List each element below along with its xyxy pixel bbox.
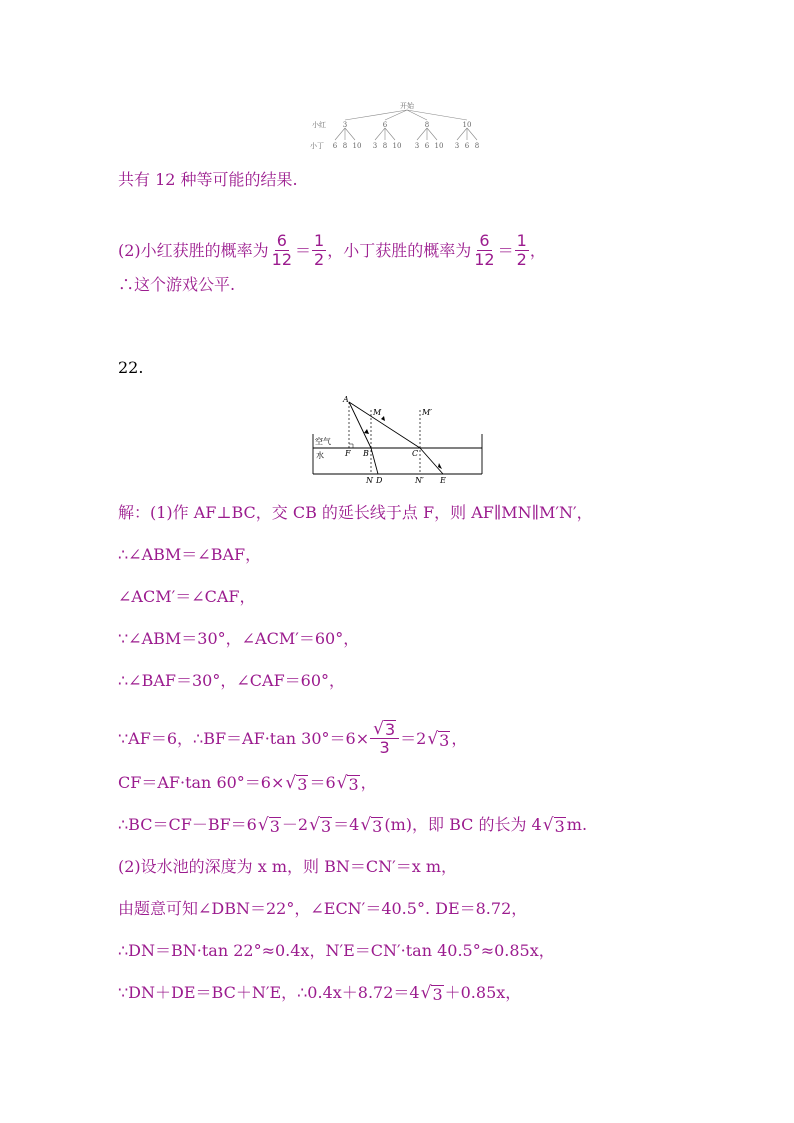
tree-root: 开始: [400, 102, 414, 110]
tree-leaf: 3: [454, 142, 460, 150]
radicand: 3: [432, 985, 443, 1004]
sqrt: [285, 773, 308, 793]
tree-row2-label: 小丁: [310, 142, 324, 150]
solution-step-12: [118, 983, 521, 1003]
sqrt: [373, 720, 396, 738]
text-segment: ＋0.85x，: [444, 983, 522, 1002]
tree-node: 3: [342, 121, 348, 129]
radicand: 3: [384, 720, 396, 739]
solution-step-11: ∴DN＝BN·tan 22°≈0.4x，N′E＝CN′·tan 40.5°≈0.85x，: [118, 941, 555, 960]
label-f: F: [345, 449, 351, 458]
sqrt: [543, 815, 566, 835]
question-number: 22.: [118, 358, 144, 377]
text-segment: －2: [281, 815, 309, 834]
text-segment: ＝: [497, 240, 514, 260]
label-b: B: [363, 449, 369, 458]
label-m: M: [373, 408, 382, 417]
radicand: 3: [554, 817, 565, 836]
text-segment: CF＝AF·tan 60°＝6×: [118, 773, 285, 792]
fraction: [370, 720, 399, 757]
conclusion-fair: ∴这个游戏公平.: [118, 275, 236, 294]
text-segment: ，小丁获胜的概率为: [327, 240, 472, 260]
denominator: 2: [516, 250, 527, 269]
solution-step-4: ∵∠ABM＝30°，∠ACM′＝60°，: [118, 629, 360, 648]
solution-step-6: [118, 720, 467, 757]
numerator: 6: [276, 231, 287, 250]
tree-leaf: 6: [332, 142, 338, 150]
text-segment: (2)小红获胜的概率为: [118, 240, 269, 260]
label-c: C: [412, 449, 419, 458]
text-segment: ，: [529, 240, 546, 260]
tree-leaf: 6: [464, 142, 470, 150]
text-segment: ∵AF＝6，∴BF＝AF·tan 30°＝6×: [118, 728, 370, 748]
radical-sign: √: [257, 815, 269, 835]
label-a: A: [343, 395, 349, 404]
radicand: 3: [320, 817, 332, 836]
fraction: [472, 232, 496, 269]
probability-line: [118, 232, 546, 269]
denominator: 2: [314, 250, 325, 269]
radical-sign: √: [373, 719, 384, 739]
radical-sign: √: [420, 983, 432, 1003]
tree-leaf: 8: [382, 142, 388, 150]
solution-step-10: 由题意可知∠DBN＝22°，∠ECN′＝40.5°. DE＝8.72，: [118, 899, 528, 918]
fraction: [515, 232, 529, 269]
text-segment: ，: [360, 773, 377, 792]
solution-step-1: 解：(1)作 AF⊥BC，交 CB 的延长线于点 F，则 AF∥MN∥M′N′，: [118, 503, 593, 522]
sqrt: [360, 815, 383, 835]
solution-step-7: [118, 773, 377, 793]
label-water: 水: [316, 451, 324, 460]
text-segment: ＝: [295, 240, 312, 260]
tree-leaf: 3: [372, 142, 378, 150]
radical-sign: √: [309, 815, 320, 835]
label-d: D: [376, 476, 383, 484]
tree-node: 6: [382, 121, 388, 129]
sqrt: [258, 815, 281, 835]
text-segment: ∵DN＋DE＝BC＋N′E，∴0.4x＋8.72＝4: [118, 983, 420, 1002]
tree-leaf: 8: [342, 142, 348, 150]
sqrt: [309, 815, 332, 835]
radicand: 3: [439, 730, 450, 750]
solution-step-9: (2)设水池的深度为 x m，则 BN＝CN′＝x m，: [118, 857, 458, 876]
radical-sign: √: [336, 773, 348, 793]
denominator: 3: [379, 738, 390, 757]
text-segment: m.: [566, 815, 588, 834]
radicand: 3: [269, 817, 280, 836]
fraction: [312, 232, 326, 269]
tree-leaf: 8: [474, 142, 480, 150]
solution-step-3: ∠ACM′＝∠CAF，: [118, 587, 256, 606]
solution-step-5: ∴∠BAF＝30°，∠CAF＝60°，: [118, 671, 346, 690]
sqrt: [421, 983, 444, 1003]
label-e: E: [440, 476, 446, 484]
text-segment: ，: [451, 728, 468, 748]
numerator: [370, 720, 399, 739]
radical-sign: √: [542, 815, 554, 835]
tree-leaf: 10: [392, 142, 402, 150]
tree-node: 10: [462, 121, 472, 129]
numerator: 6: [479, 231, 490, 250]
tree-row1-label: 小红: [312, 121, 326, 129]
denominator: 12: [271, 250, 293, 269]
label-n: N: [366, 476, 373, 484]
radicand: 3: [297, 775, 308, 794]
total-outcomes: 共有 12 种等可能的结果.: [118, 170, 298, 189]
text-segment: (m)，即 BC 的长为 4: [384, 815, 542, 834]
text-segment: ＝2: [400, 728, 427, 748]
tree-leaf: 10: [434, 142, 444, 150]
refraction-diagram: [305, 392, 495, 484]
fraction: [270, 232, 294, 269]
tree-leaf: 6: [424, 142, 430, 150]
tree-node: 8: [424, 121, 430, 129]
solution-step-2: ∴∠ABM＝∠BAF，: [118, 545, 262, 564]
denominator: 12: [474, 250, 495, 269]
sqrt: [337, 773, 360, 793]
text-segment: ＝4: [333, 815, 360, 834]
tree-diagram: [305, 100, 495, 152]
tree-leaf: 3: [414, 142, 420, 150]
radicand: 3: [372, 817, 383, 836]
text-segment: ＝6: [309, 773, 336, 792]
label-m-prime: M′: [422, 408, 433, 417]
numerator: 1: [516, 231, 527, 250]
numerator: 1: [314, 231, 325, 250]
label-n-prime: N′: [415, 476, 424, 484]
tree-leaf: 10: [352, 142, 362, 150]
sqrt: [427, 729, 450, 749]
text-segment: ∴BC＝CF－BF＝6: [118, 815, 257, 834]
radical-sign: √: [285, 773, 297, 793]
solution-step-8: [118, 815, 587, 835]
radicand: 3: [348, 775, 359, 794]
radical-sign: √: [360, 815, 372, 835]
radical-sign: √: [427, 728, 439, 749]
label-air: 空气: [315, 437, 331, 446]
